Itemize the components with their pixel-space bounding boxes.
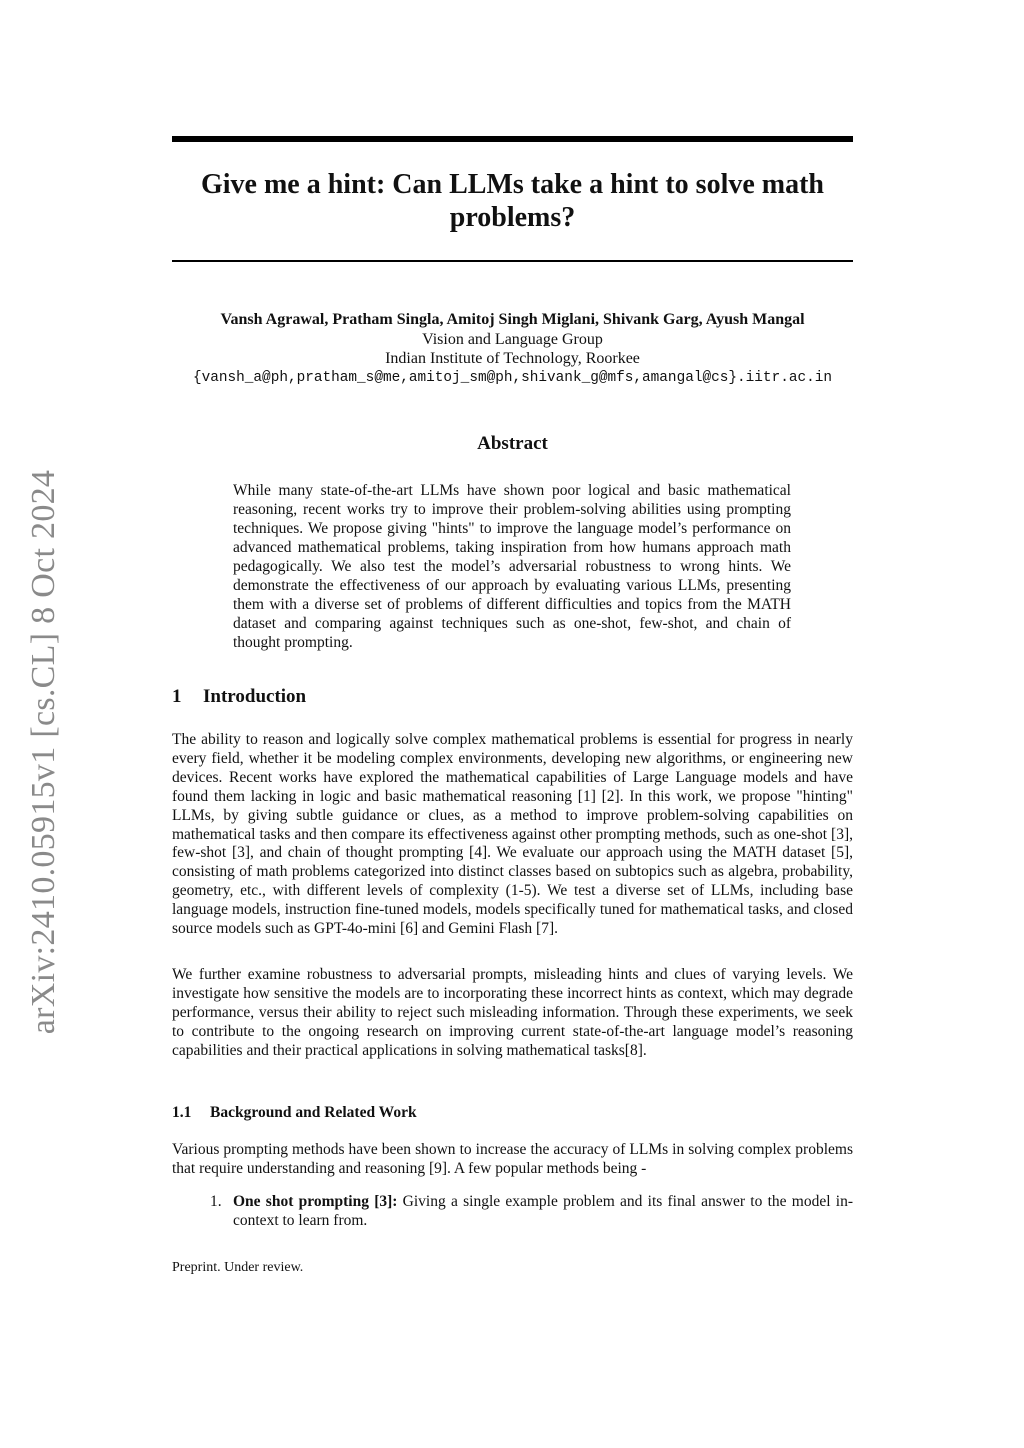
author-emails: {vansh_a@ph,pratham_s@me,amitoj_sm@ph,shivank_g@mfs,amangal@cs}.iitr.ac.in xyxy=(192,369,833,386)
title-rule-top xyxy=(172,136,853,142)
list-item-text: Giving a single example problem and its final answer to the model in-context to learn from. xyxy=(233,1193,853,1229)
author-block xyxy=(150,310,875,388)
abstract-text: While many state-of-the-art LLMs have shown poor logical and basic mathematical reasoning, recent works try to improve their problem-solving abilities using prompting techniques. We propose giving "hints" to improve the language model’s performance on advanced mathematical problems, taking inspiration from how humans approach math pedagogically. We also test the model’s adversarial robustness to wrong hints. We demonstrate the effectiveness of our approach by evaluating various LLMs, presenting them with a diverse set of problems of different difficulties and topics from the MATH dataset and comparing against techniques such as one-shot, few-shot, and chain of thought prompting. xyxy=(233,482,791,651)
background-paragraph: Various prompting methods have been shown to increase the accuracy of LLMs in solving complex problems that require understanding and reasoning [9]. A few popular methods being - xyxy=(172,1141,853,1177)
list-item xyxy=(210,1193,853,1231)
intro-paragraph-2: We further examine robustness to adversarial prompts, misleading hints and clues of varying levels. We investigate how sensitive the models are to incorporating these incorrect hints as context, which may degrade performance, versus their ability to reject such misleading information. Through these experiments, we seek to contribute to the ongoing research on improving current state-of-the-art language model’s reasoning capabilities and their practical applications in solving mathematical tasks[8]. xyxy=(172,966,853,1059)
author-names: Vansh Agrawal, Pratham Singla, Amitoj Singh Miglani, Shivank Garg, Ayush Mangal xyxy=(220,311,805,328)
abstract-heading: Abstract xyxy=(477,433,548,454)
paper-title: Give me a hint: Can LLMs take a hint to solve math problems? xyxy=(201,169,824,233)
subsection-title: Background and Related Work xyxy=(210,1104,417,1121)
title-rule-bottom xyxy=(172,260,853,262)
intro-paragraph-1: The ability to reason and logically solve complex mathematical problems is essential for progress in nearly every field, whether it be modeling complex environments, developing new algorithms, or engineering new devices. Recent works have explored the mathematical capabilities of Large Language models and have found them lacking in logic and basic mathematical reasoning [1] [2]. In this work, we propose "hinting" LLMs, by giving subtle guidance or clues, as a method to improve problem-solving capabilities on mathematical tasks and then compare its effectiveness against other prompting methods, such as one-shot [3], few-shot [3], and chain of thought prompting [4]. We evaluate our approach using the MATH dataset [5], consisting of math problems categorized into distinct classes based on subtopics such as algebra, probability, geometry, etc., with different levels of complexity (1-5). We test a diverse set of LLMs, including base language models, instruction fine-tuned models, models specifically tuned for mathematical tasks, and closed source models such as GPT-4o-mini [6] and Gemini Flash [7]. xyxy=(172,731,853,938)
section-heading-introduction xyxy=(172,686,853,708)
author-institution: Indian Institute of Technology, Roorkee xyxy=(385,350,640,367)
list-item-marker: 1. xyxy=(210,1193,222,1210)
author-group: Vision and Language Group xyxy=(422,330,603,348)
list-item-lead: One shot prompting [3]: xyxy=(233,1193,398,1210)
prompting-methods-list xyxy=(210,1193,853,1231)
arxiv-stamp: arXiv:2410.05915v1 [cs.CL] 8 Oct 2024 xyxy=(25,469,62,1035)
subsection-number: 1.1 xyxy=(172,1104,192,1121)
section-number: 1 xyxy=(172,686,182,707)
preprint-footnote: Preprint. Under review. xyxy=(172,1260,304,1275)
subsection-heading-background xyxy=(172,1104,853,1122)
section-title: Introduction xyxy=(203,686,307,707)
